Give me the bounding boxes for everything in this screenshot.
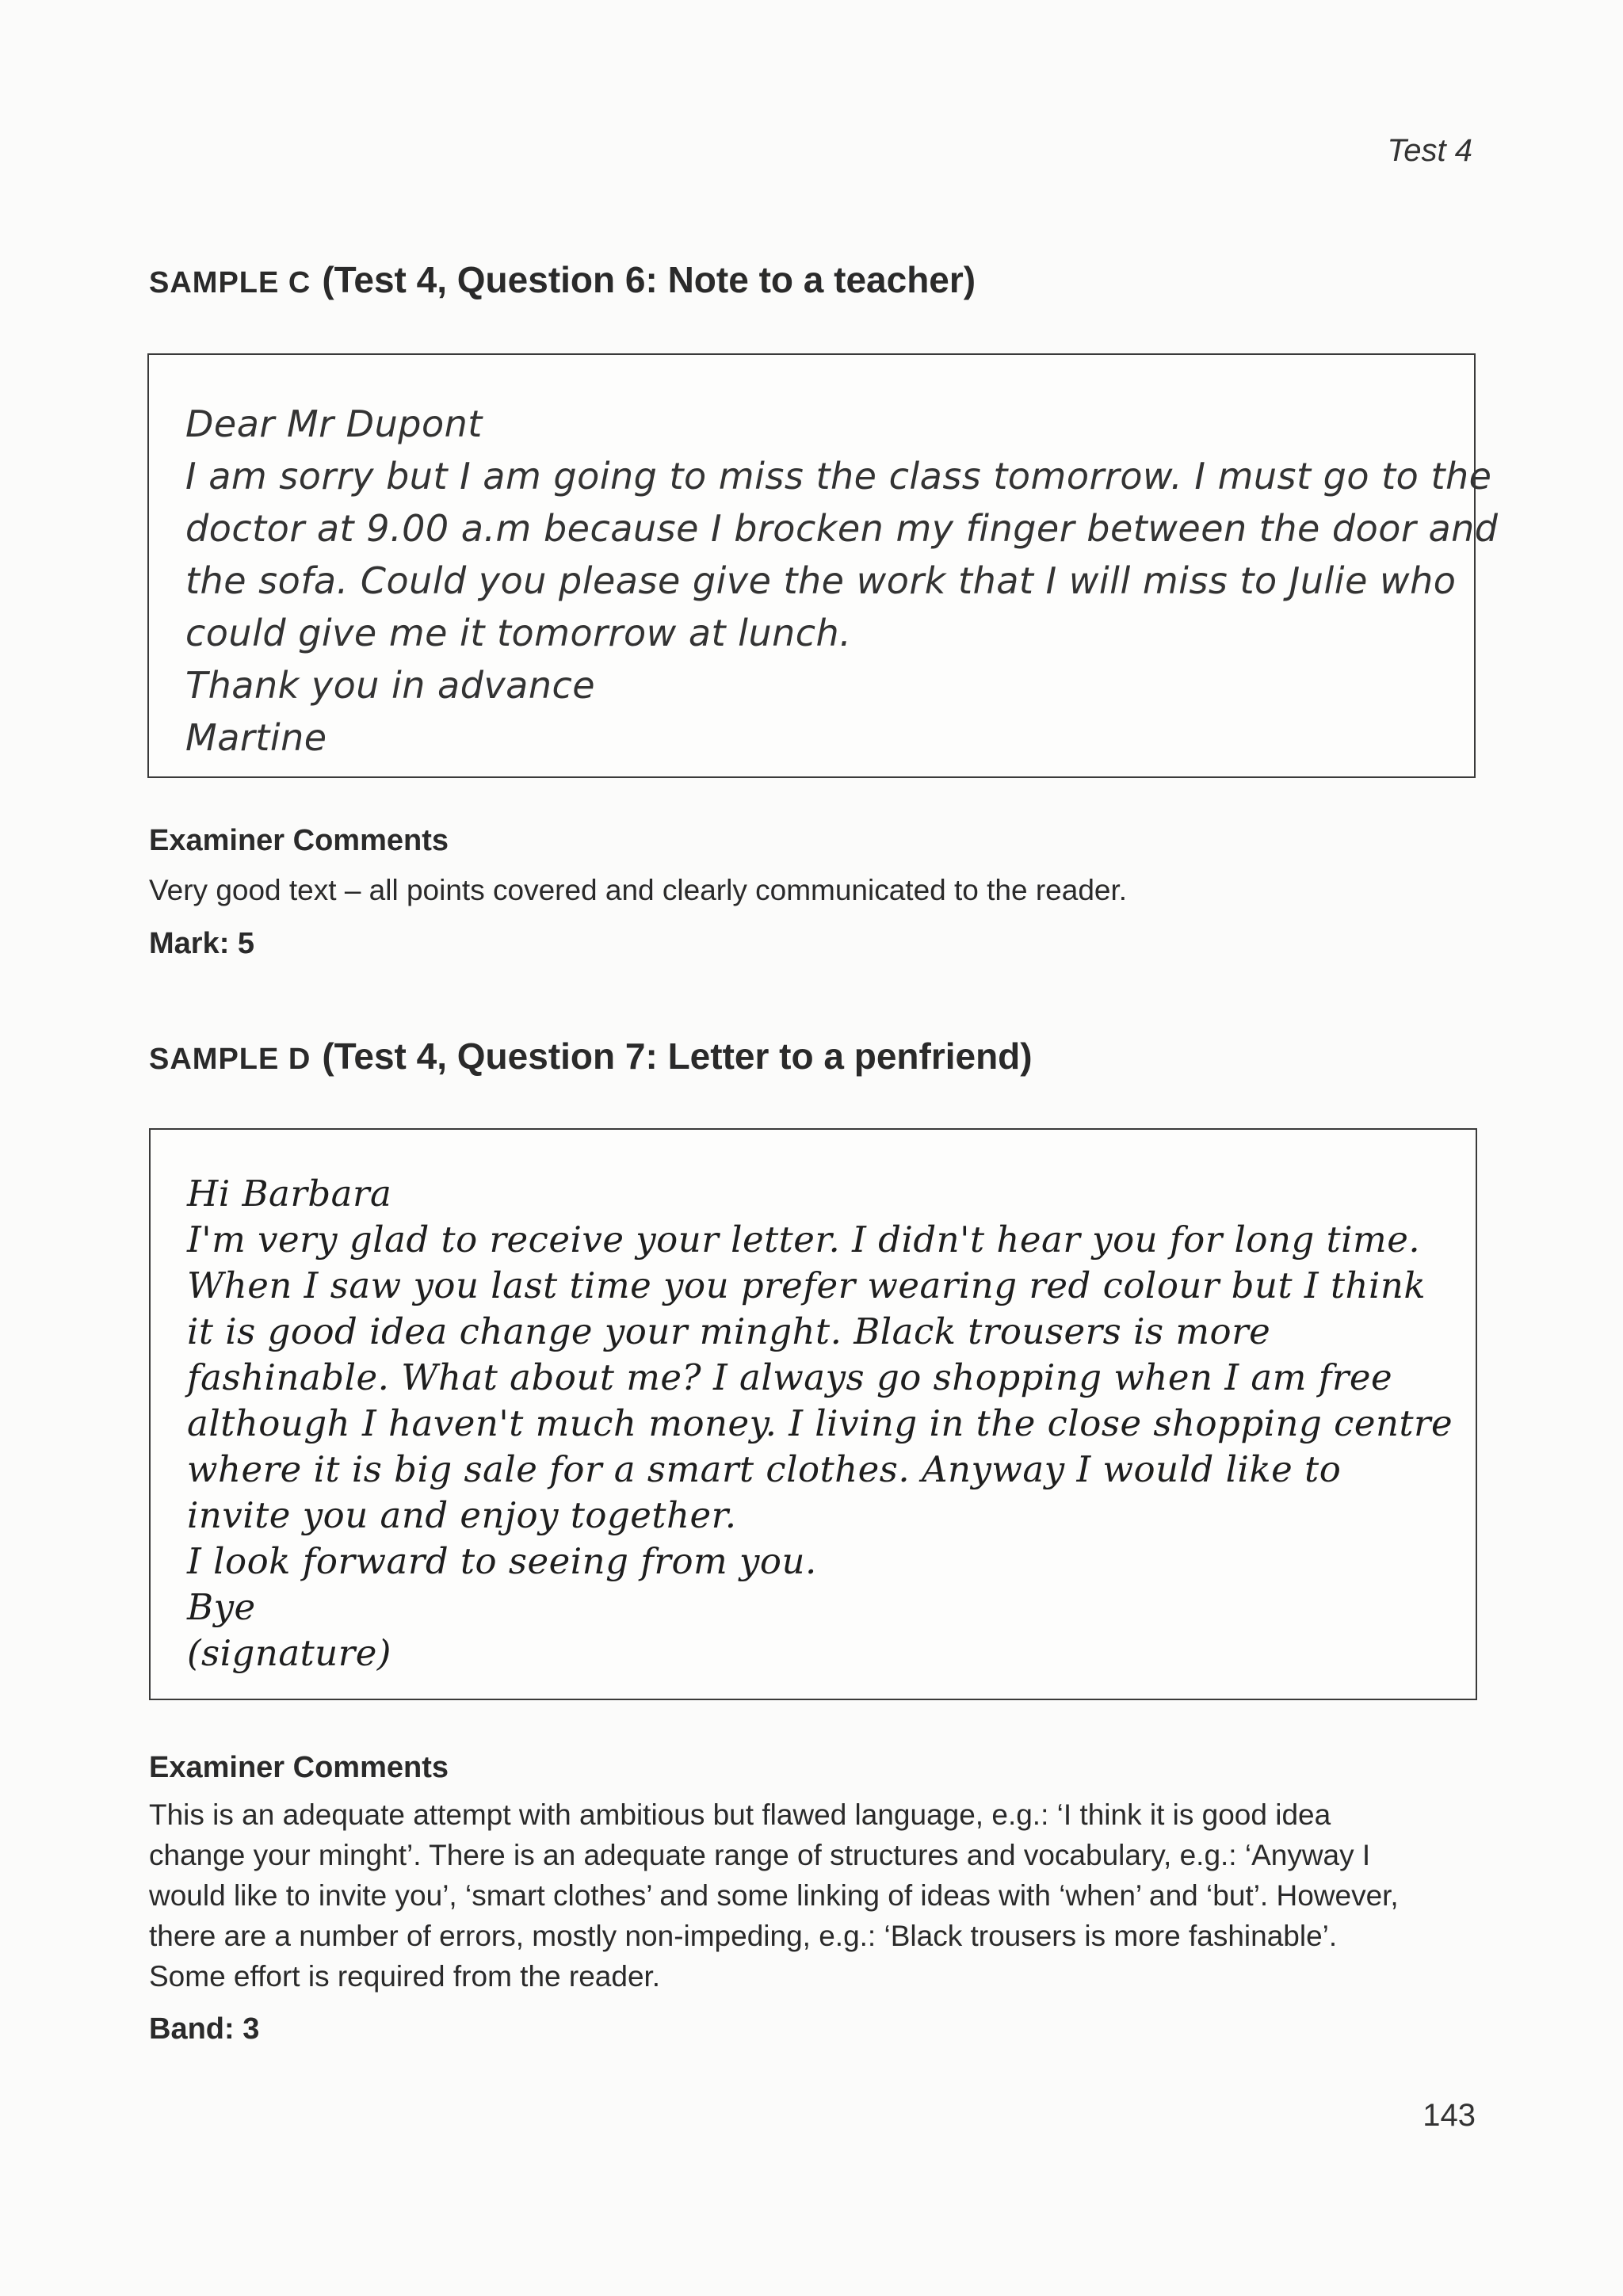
sample-c-heading bbox=[149, 258, 976, 301]
letter-line: the sofa. Could you please give the work that I will miss to Julie who bbox=[185, 559, 1457, 602]
letter-line: When I saw you last time you prefer wearing red colour but I think bbox=[187, 1264, 1426, 1306]
letter-line: where it is big sale for a smart clothes. Anyway I would like to bbox=[187, 1448, 1342, 1490]
letter-line: invite you and enjoy together. bbox=[187, 1494, 737, 1536]
letter-line: (signature) bbox=[187, 1632, 391, 1674]
page-number: 143 bbox=[1423, 2098, 1476, 2133]
sample-c-label: SAMPLE C bbox=[149, 266, 311, 299]
comment-line: there are a number of errors, mostly non-impeding, e.g.: ‘Black trousers is more fashinable’. bbox=[149, 1920, 1338, 1952]
sample-c-mark: Mark: 5 bbox=[149, 927, 255, 960]
comment-line: This is an adequate attempt with ambitious but flawed language, e.g.: ‘I think it is good idea bbox=[149, 1798, 1331, 1831]
sample-c-comments-heading: Examiner Comments bbox=[149, 824, 449, 857]
sample-d-title: (Test 4, Question 7: Letter to a penfriend) bbox=[322, 1035, 1033, 1077]
sample-c-comments-text bbox=[149, 870, 1127, 910]
sample-d-band: Band: 3 bbox=[149, 2012, 260, 2046]
letter-line: Hi Barbara bbox=[187, 1173, 392, 1215]
letter-line: fashinable. What about me? I always go shopping when I am free bbox=[187, 1356, 1393, 1398]
letter-line: Martine bbox=[185, 716, 327, 759]
sample-d-answer-box bbox=[149, 1128, 1477, 1700]
letter-line: I am sorry but I am going to miss the class tomorrow. I must go to the bbox=[185, 455, 1492, 498]
letter-line: Dear Mr Dupont bbox=[185, 402, 483, 445]
sample-d-label: SAMPLE D bbox=[149, 1043, 311, 1076]
letter-line: Bye bbox=[187, 1586, 256, 1628]
letter-line: although I haven't much money. I living in the close shopping centre bbox=[187, 1402, 1453, 1444]
letter-line: doctor at 9.00 a.m because I brocken my finger between the door and bbox=[185, 507, 1499, 550]
letter-line: could give me it tomorrow at lunch. bbox=[185, 612, 852, 654]
sample-d-comments-heading: Examiner Comments bbox=[149, 1751, 449, 1784]
comment-line: change your minght’. There is an adequate range of structures and vocabulary, e.g.: ‘Anyway I bbox=[149, 1839, 1371, 1871]
sample-c-title: (Test 4, Question 6: Note to a teacher) bbox=[322, 259, 976, 300]
comment-line: would like to invite you’, ‘smart clothes’ and some linking of ideas with ‘when’ and ‘but’. However, bbox=[149, 1879, 1399, 1912]
letter-line: Thank you in advance bbox=[185, 664, 596, 707]
sample-d-comments-text bbox=[149, 1794, 1399, 1997]
letter-line: I look forward to seeing from you. bbox=[187, 1540, 817, 1582]
sample-d-heading bbox=[149, 1035, 1033, 1077]
letter-line: it is good idea change your minght. Black trousers is more bbox=[187, 1310, 1271, 1352]
running-head: Test 4 bbox=[1387, 133, 1472, 168]
letter-line: I'm very glad to receive your letter. I didn't hear you for long time. bbox=[187, 1219, 1421, 1261]
sample-c-answer-box bbox=[147, 353, 1499, 778]
comment-line: Some effort is required from the reader. bbox=[149, 1960, 661, 1993]
comment-line: Very good text – all points covered and clearly communicated to the reader. bbox=[149, 874, 1128, 906]
